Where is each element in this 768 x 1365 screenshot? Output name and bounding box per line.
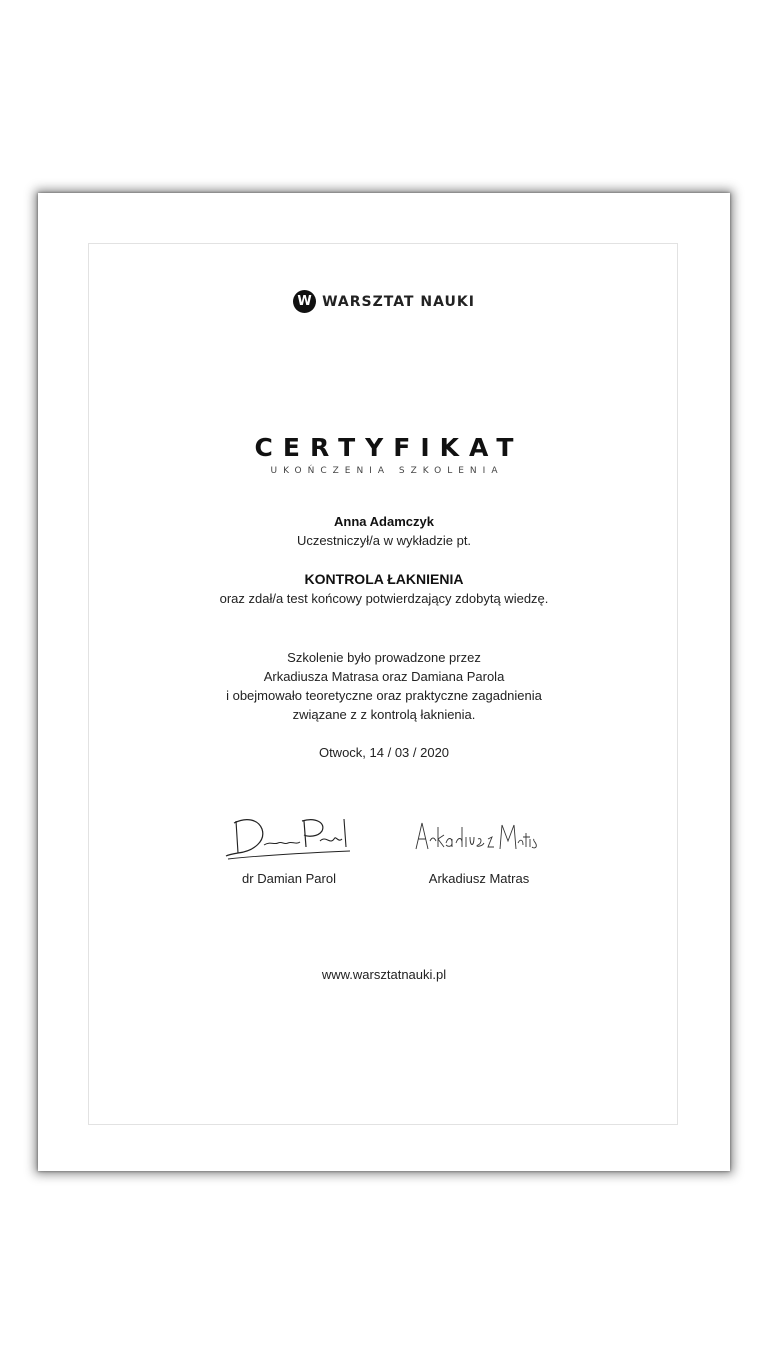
certificate-subtitle: UKOŃCZENIA SZKOLENIA [270,466,504,476]
place-date: Otwock, 14 / 03 / 2020 [318,745,450,760]
participated-text: Uczestniczył/a w wykładzie pt. [296,533,472,548]
description-line: Szkolenie było prowadzone przez [287,650,481,665]
course-title: KONTROLA ŁAKNIENIA [304,571,464,587]
inner-border-frame [88,243,678,1125]
description-line: i obejmowało teoretyczne oraz praktyczne zagadnienia [226,688,542,703]
brand-name: WARSZTAT NAUKI [322,293,475,310]
signer-name: dr Damian Parol [242,871,336,886]
signature-damian-parol [224,815,354,861]
description-line: związane z z kontrolą łaknienia. [292,707,476,722]
participant-name: Anna Adamczyk [334,514,434,529]
certificate-sheet [38,193,730,1171]
brand-logo [38,290,730,313]
certificate-title: CERTYFIKAT [254,433,524,462]
signature-arkadiusz-matras [412,819,542,855]
description-line: Arkadiusza Matrasa oraz Damiana Parola [263,669,505,684]
signer-name: Arkadiusz Matras [428,871,530,886]
brand-logo-mark-icon: W [293,290,316,313]
passed-text: oraz zdał/a test końcowy potwierdzający zdobytą wiedzę. [219,591,549,606]
website-link[interactable]: www.warsztatnauki.pl [321,967,447,982]
